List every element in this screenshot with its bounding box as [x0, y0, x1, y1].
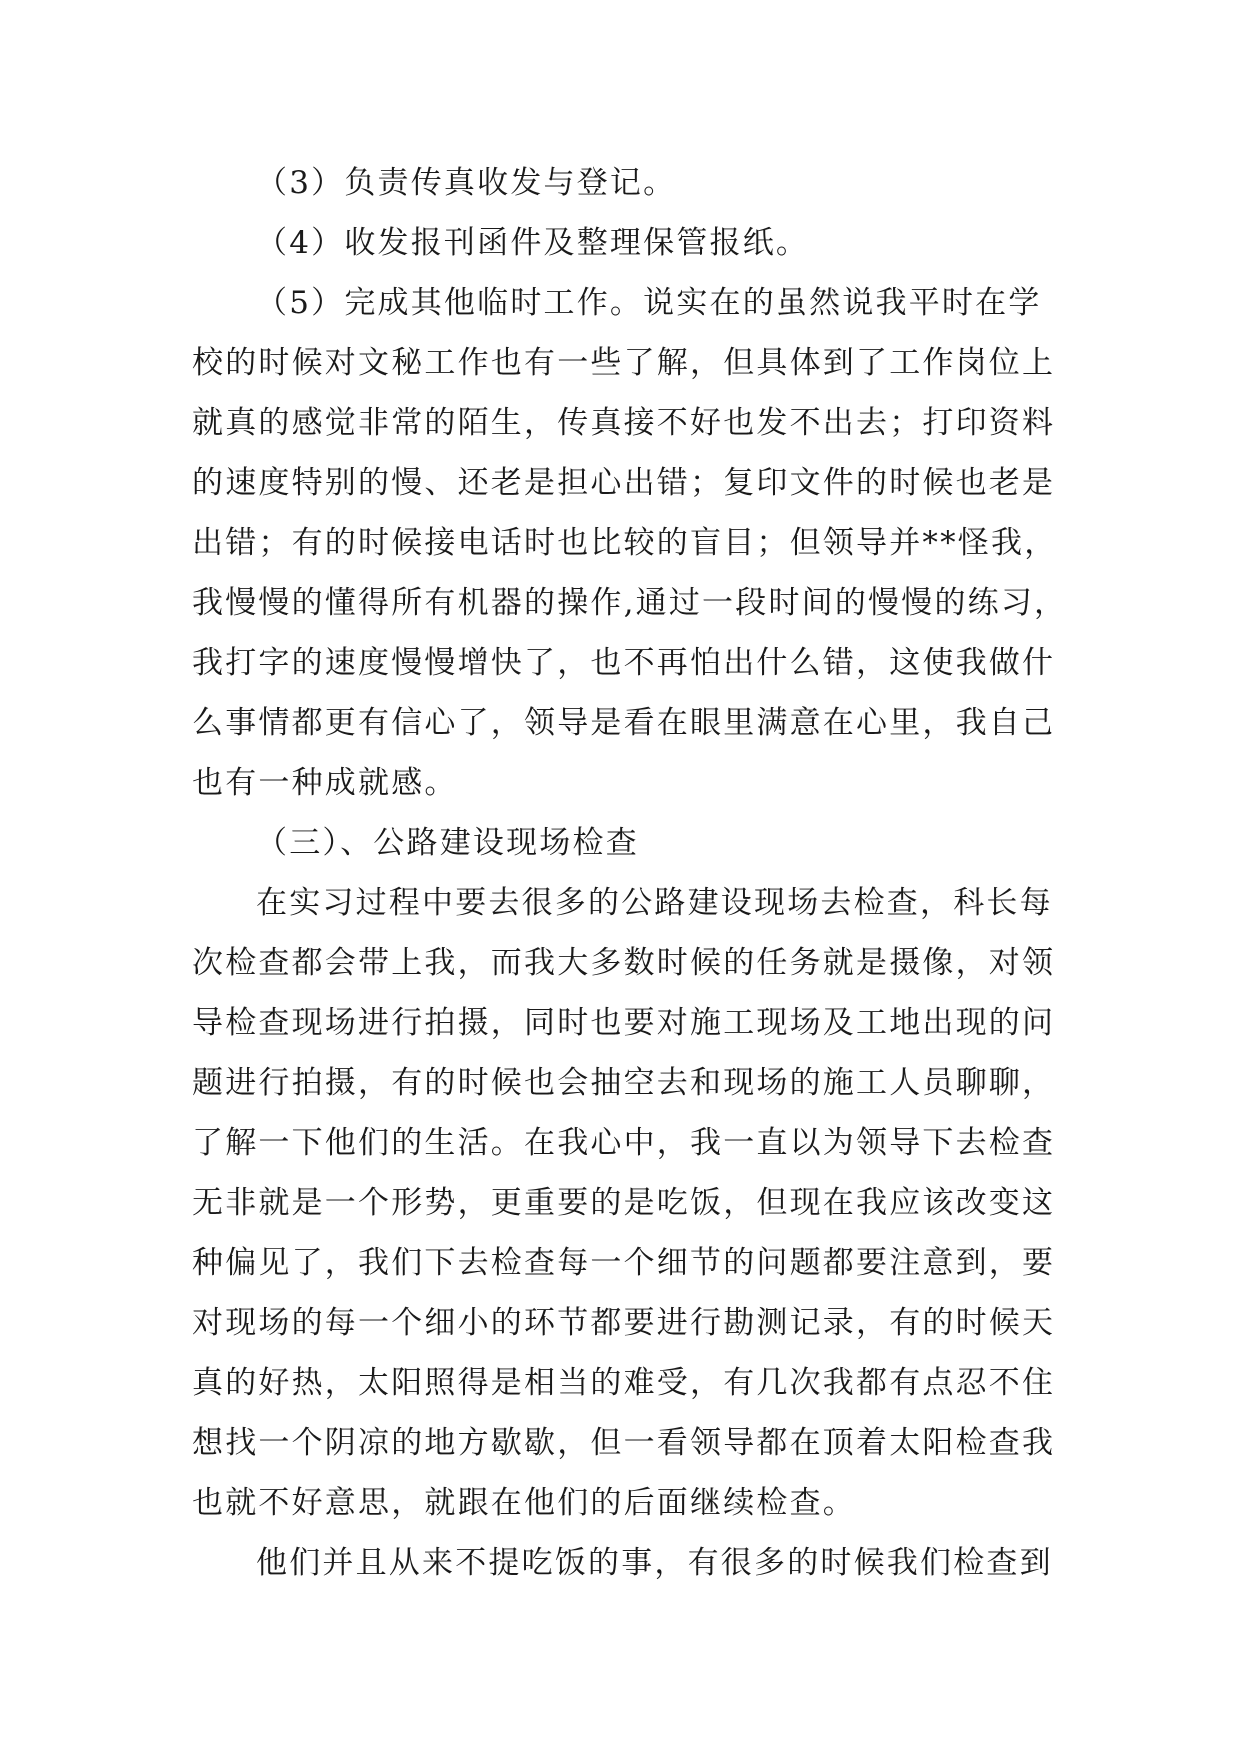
text-line: 题进行拍摄，有的时候也会抽空去和现场的施工人员聊聊， — [192, 1065, 1056, 1101]
section-heading: （三）、公路建设现场检查 — [256, 825, 639, 861]
text-line: 导检查现场进行拍摄，同时也要对施工现场及工地出现的问 — [192, 1005, 1056, 1041]
text-line: 校的时候对文秘工作也有一些了解，但具体到了工作岗位上 — [192, 345, 1056, 381]
text-line: （3）负责传真收发与登记。 — [256, 165, 677, 201]
text-line: 真的好热，太阳照得是相当的难受，有几次我都有点忍不住 — [192, 1365, 1056, 1401]
text-line: （5）完成其他临时工作。说实在的虽然说我平时在学 — [256, 285, 1042, 321]
text-line: 出错；有的时候接电话时也比较的盲目；但领导并**怪我， — [192, 525, 1058, 561]
text-line: 就真的感觉非常的陌生，传真接不好也发不出去；打印资料 — [192, 405, 1056, 441]
text-line: 也有一种成就感。 — [192, 765, 458, 801]
text-line: 了解一下他们的生活。在我心中，我一直以为领导下去检查 — [192, 1125, 1056, 1161]
text-line: 的速度特别的慢、还老是担心出错；复印文件的时候也老是 — [192, 465, 1056, 501]
text-line: 我打字的速度慢慢增快了，也不再怕出什么错，这使我做什 — [192, 645, 1056, 681]
text-line: 在实习过程中要去很多的公路建设现场去检查，科长每 — [256, 885, 1053, 921]
text-line: 么事情都更有信心了，领导是看在眼里满意在心里，我自己 — [192, 705, 1056, 741]
text-line: （4）收发报刊函件及整理保管报纸。 — [256, 225, 810, 261]
text-line: 种偏见了，我们下去检查每一个细节的问题都要注意到，要 — [192, 1245, 1056, 1281]
text-line: 次检查都会带上我，而我大多数时候的任务就是摄像，对领 — [192, 945, 1056, 981]
text-line: 想找一个阴凉的地方歇歇，但一看领导都在顶着太阳检查我 — [192, 1425, 1056, 1461]
text-line: 也就不好意思，就跟在他们的后面继续检查。 — [192, 1485, 856, 1521]
text-line: 无非就是一个形势，更重要的是吃饭，但现在我应该改变这 — [192, 1185, 1056, 1221]
text-line: 我慢慢的懂得所有机器的操作,通过一段时间的慢慢的练习， — [192, 585, 1068, 621]
text-line: 对现场的每一个细小的环节都要进行勘测记录，有的时候天 — [192, 1305, 1056, 1341]
text-line: 他们并且从来不提吃饭的事，有很多的时候我们检查到 — [256, 1545, 1053, 1581]
